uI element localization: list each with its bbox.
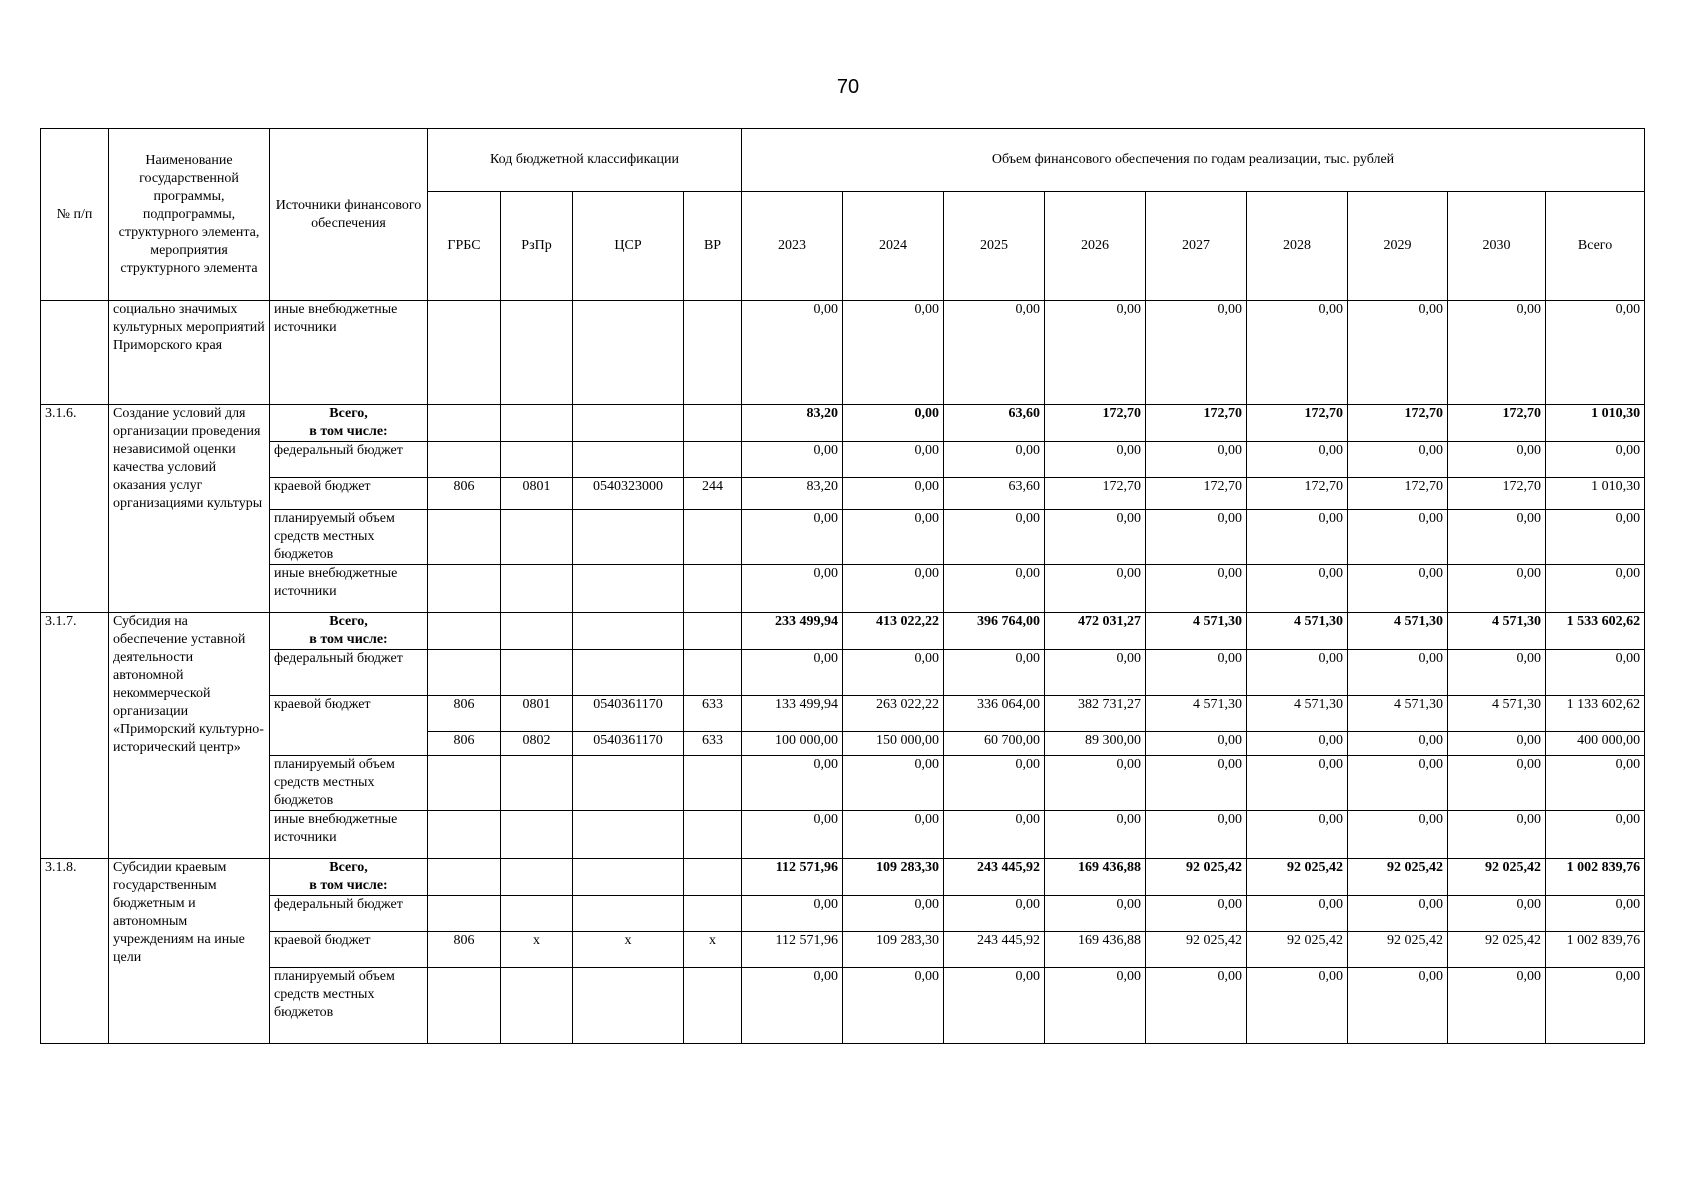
header-year: 2024 — [843, 192, 944, 301]
code-vr — [684, 565, 742, 613]
value-year: 0,00 — [1247, 811, 1348, 859]
code-rzpr — [501, 405, 573, 442]
value-year: 172,70 — [1247, 478, 1348, 510]
code-grbs — [428, 811, 501, 859]
budget-table — [40, 128, 1645, 1044]
code-vr: 633 — [684, 732, 742, 756]
code-rzpr: x — [501, 932, 573, 968]
table-row — [41, 811, 1645, 859]
value-total: 1 010,30 — [1546, 405, 1645, 442]
header-year: 2027 — [1146, 192, 1247, 301]
row-source: планируемый объем средств местных бюджетов — [270, 968, 428, 1044]
value-year: 0,00 — [742, 650, 843, 696]
header-year: 2023 — [742, 192, 843, 301]
value-year: 243 445,92 — [944, 932, 1045, 968]
row-source: краевой бюджет — [270, 478, 428, 510]
value-year: 0,00 — [1146, 565, 1247, 613]
source-total-label: Всего, — [329, 860, 368, 875]
row-name: Субсидии краевым государственным бюджетным и автономным учреждениям на иные цели — [109, 859, 270, 1044]
table-body — [41, 301, 1645, 1044]
table-row — [41, 301, 1645, 405]
value-year: 0,00 — [944, 442, 1045, 478]
value-year: 63,60 — [944, 405, 1045, 442]
value-year: 0,00 — [1448, 510, 1546, 565]
code-vr — [684, 968, 742, 1044]
code-rzpr — [501, 301, 573, 405]
row-source — [270, 613, 428, 650]
value-year: 109 283,30 — [843, 859, 944, 896]
header-year: 2025 — [944, 192, 1045, 301]
code-vr — [684, 896, 742, 932]
value-year: 382 731,27 — [1045, 696, 1146, 732]
value-year: 92 025,42 — [1348, 859, 1448, 896]
value-year: 4 571,30 — [1146, 696, 1247, 732]
value-year: 0,00 — [1146, 650, 1247, 696]
value-year: 336 064,00 — [944, 696, 1045, 732]
value-year: 243 445,92 — [944, 859, 1045, 896]
value-year: 0,00 — [843, 968, 944, 1044]
code-rzpr: 0802 — [501, 732, 573, 756]
table-row — [41, 696, 1645, 732]
row-source: краевой бюджет — [270, 932, 428, 968]
header-vr: ВР — [684, 192, 742, 301]
header-grbs: ГРБС — [428, 192, 501, 301]
value-year: 0,00 — [843, 565, 944, 613]
code-rzpr — [501, 968, 573, 1044]
row-number: 3.1.7. — [41, 613, 109, 859]
value-year: 92 025,42 — [1146, 932, 1247, 968]
code-vr — [684, 650, 742, 696]
value-year: 472 031,27 — [1045, 613, 1146, 650]
row-name: Создание условий для организации проведения независимой оценки качества условий оказания услуг организациями культуры — [109, 405, 270, 613]
value-total: 0,00 — [1546, 756, 1645, 811]
value-year: 0,00 — [843, 510, 944, 565]
code-csr — [573, 510, 684, 565]
value-year: 112 571,96 — [742, 859, 843, 896]
value-year: 0,00 — [1247, 650, 1348, 696]
value-year: 0,00 — [742, 442, 843, 478]
table-row — [41, 565, 1645, 613]
value-year: 0,00 — [1146, 301, 1247, 405]
value-year: 0,00 — [1348, 442, 1448, 478]
value-year: 92 025,42 — [1448, 859, 1546, 896]
value-total: 0,00 — [1546, 650, 1645, 696]
header-volume-group: Объем финансового обеспечения по годам реализации, тыс. рублей — [742, 129, 1645, 192]
row-source: федеральный бюджет — [270, 896, 428, 932]
value-year: 0,00 — [944, 968, 1045, 1044]
code-grbs: 806 — [428, 732, 501, 756]
value-year: 4 571,30 — [1247, 613, 1348, 650]
value-year: 0,00 — [1448, 650, 1546, 696]
value-year: 0,00 — [1247, 510, 1348, 565]
value-year: 4 571,30 — [1448, 696, 1546, 732]
value-year: 169 436,88 — [1045, 859, 1146, 896]
value-year: 4 571,30 — [1146, 613, 1247, 650]
code-grbs — [428, 859, 501, 896]
row-number — [41, 301, 109, 405]
value-year: 0,00 — [742, 896, 843, 932]
value-year: 0,00 — [944, 565, 1045, 613]
value-year: 109 283,30 — [843, 932, 944, 968]
code-grbs — [428, 650, 501, 696]
value-year: 0,00 — [843, 442, 944, 478]
header-row-1 — [41, 129, 1645, 192]
value-total: 1 010,30 — [1546, 478, 1645, 510]
value-year: 0,00 — [742, 565, 843, 613]
value-year: 172,70 — [1348, 478, 1448, 510]
code-vr — [684, 613, 742, 650]
value-year: 0,00 — [1247, 301, 1348, 405]
value-year: 0,00 — [944, 756, 1045, 811]
code-grbs — [428, 510, 501, 565]
value-total: 1 002 839,76 — [1546, 859, 1645, 896]
value-year: 0,00 — [1045, 756, 1146, 811]
code-csr — [573, 442, 684, 478]
value-year: 133 499,94 — [742, 696, 843, 732]
row-source: иные внебюджетные источники — [270, 301, 428, 405]
value-year: 172,70 — [1146, 478, 1247, 510]
code-csr: 0540361170 — [573, 732, 684, 756]
value-year: 0,00 — [944, 650, 1045, 696]
row-number: 3.1.8. — [41, 859, 109, 1044]
row-source: иные внебюджетные источники — [270, 811, 428, 859]
value-total: 0,00 — [1546, 811, 1645, 859]
code-csr — [573, 565, 684, 613]
value-year: 172,70 — [1045, 405, 1146, 442]
code-rzpr — [501, 650, 573, 696]
code-grbs: 806 — [428, 932, 501, 968]
code-csr — [573, 968, 684, 1044]
value-year: 0,00 — [742, 301, 843, 405]
row-source: краевой бюджет — [270, 696, 428, 756]
code-csr: 0540361170 — [573, 696, 684, 732]
value-year: 0,00 — [1448, 968, 1546, 1044]
value-year: 172,70 — [1448, 405, 1546, 442]
table-row — [41, 968, 1645, 1044]
value-year: 0,00 — [742, 510, 843, 565]
value-year: 0,00 — [1146, 968, 1247, 1044]
value-year: 0,00 — [1448, 301, 1546, 405]
value-year: 100 000,00 — [742, 732, 843, 756]
value-year: 0,00 — [1045, 301, 1146, 405]
value-total: 0,00 — [1546, 510, 1645, 565]
value-year: 0,00 — [1045, 811, 1146, 859]
value-year: 92 025,42 — [1448, 932, 1546, 968]
code-csr — [573, 613, 684, 650]
value-total: 1 002 839,76 — [1546, 932, 1645, 968]
value-year: 92 025,42 — [1247, 932, 1348, 968]
code-rzpr — [501, 811, 573, 859]
value-year: 172,70 — [1247, 405, 1348, 442]
value-year: 0,00 — [1247, 968, 1348, 1044]
value-total: 1 133 602,62 — [1546, 696, 1645, 732]
value-year: 0,00 — [1448, 442, 1546, 478]
value-year: 0,00 — [1045, 968, 1146, 1044]
header-year: 2030 — [1448, 192, 1546, 301]
row-source: федеральный бюджет — [270, 650, 428, 696]
value-year: 4 571,30 — [1448, 613, 1546, 650]
value-total: 0,00 — [1546, 301, 1645, 405]
code-grbs: 806 — [428, 696, 501, 732]
code-vr — [684, 859, 742, 896]
value-year: 172,70 — [1045, 478, 1146, 510]
header-rzpr: РзПр — [501, 192, 573, 301]
code-csr — [573, 859, 684, 896]
value-year: 0,00 — [1348, 650, 1448, 696]
table-row — [41, 859, 1645, 896]
table-row — [41, 510, 1645, 565]
value-year: 0,00 — [1146, 732, 1247, 756]
code-vr — [684, 756, 742, 811]
header-num: № п/п — [41, 129, 109, 301]
row-number: 3.1.6. — [41, 405, 109, 613]
value-year: 0,00 — [944, 811, 1045, 859]
code-vr — [684, 405, 742, 442]
value-total: 0,00 — [1546, 442, 1645, 478]
value-year: 0,00 — [1045, 650, 1146, 696]
row-name: Субсидия на обеспечение уставной деятельности автономной некоммерческой организации «Приморский культурно-исторический центр» — [109, 613, 270, 859]
value-year: 0,00 — [1247, 896, 1348, 932]
value-year: 0,00 — [1448, 756, 1546, 811]
value-year: 169 436,88 — [1045, 932, 1146, 968]
code-rzpr: 0801 — [501, 696, 573, 732]
value-year: 63,60 — [944, 478, 1045, 510]
value-year: 0,00 — [1045, 442, 1146, 478]
code-vr — [684, 510, 742, 565]
value-year: 0,00 — [1348, 301, 1448, 405]
code-csr: x — [573, 932, 684, 968]
value-year: 0,00 — [1448, 811, 1546, 859]
value-year: 4 571,30 — [1247, 696, 1348, 732]
value-total: 0,00 — [1546, 565, 1645, 613]
value-total: 0,00 — [1546, 896, 1645, 932]
code-grbs — [428, 613, 501, 650]
code-vr: 244 — [684, 478, 742, 510]
code-rzpr — [501, 756, 573, 811]
code-rzpr — [501, 510, 573, 565]
code-rzpr: 0801 — [501, 478, 573, 510]
row-source: федеральный бюджет — [270, 442, 428, 478]
value-year: 0,00 — [742, 811, 843, 859]
value-year: 112 571,96 — [742, 932, 843, 968]
value-year: 0,00 — [944, 301, 1045, 405]
code-grbs — [428, 896, 501, 932]
code-vr — [684, 301, 742, 405]
value-year: 0,00 — [742, 756, 843, 811]
value-year: 4 571,30 — [1348, 613, 1448, 650]
value-year: 0,00 — [1146, 510, 1247, 565]
code-grbs: 806 — [428, 478, 501, 510]
header-year: 2026 — [1045, 192, 1146, 301]
header-source: Источники финансового обеспечения — [270, 129, 428, 301]
header-year: 2029 — [1348, 192, 1448, 301]
table-row — [41, 405, 1645, 442]
value-year: 60 700,00 — [944, 732, 1045, 756]
table-row — [41, 650, 1645, 696]
source-including-label: в том числе: — [309, 424, 388, 439]
value-year: 150 000,00 — [843, 732, 944, 756]
value-year: 0,00 — [1348, 968, 1448, 1044]
code-grbs — [428, 756, 501, 811]
code-grbs — [428, 968, 501, 1044]
value-year: 396 764,00 — [944, 613, 1045, 650]
value-year: 0,00 — [944, 896, 1045, 932]
value-year: 4 571,30 — [1348, 696, 1448, 732]
value-year: 89 300,00 — [1045, 732, 1146, 756]
value-year: 0,00 — [843, 301, 944, 405]
code-vr — [684, 811, 742, 859]
code-rzpr — [501, 565, 573, 613]
value-year: 172,70 — [1146, 405, 1247, 442]
source-including-label: в том числе: — [309, 632, 388, 647]
row-name: социально значимых культурных мероприятий Приморского края — [109, 301, 270, 405]
value-year: 0,00 — [1146, 442, 1247, 478]
value-year: 0,00 — [1247, 756, 1348, 811]
row-source: иные внебюджетные источники — [270, 565, 428, 613]
value-year: 0,00 — [1045, 565, 1146, 613]
table-row — [41, 442, 1645, 478]
value-year: 0,00 — [1045, 510, 1146, 565]
value-year: 0,00 — [1348, 756, 1448, 811]
table-row — [41, 932, 1645, 968]
code-grbs — [428, 565, 501, 613]
page-number: 70 — [836, 76, 860, 98]
code-grbs — [428, 301, 501, 405]
value-year: 263 022,22 — [843, 696, 944, 732]
value-year: 83,20 — [742, 405, 843, 442]
table-row — [41, 896, 1645, 932]
code-csr — [573, 756, 684, 811]
row-source — [270, 859, 428, 896]
value-year: 172,70 — [1448, 478, 1546, 510]
source-total-label: Всего, — [329, 614, 368, 629]
code-csr: 0540323000 — [573, 478, 684, 510]
value-year: 0,00 — [843, 811, 944, 859]
code-vr: 633 — [684, 696, 742, 732]
value-year: 0,00 — [1348, 896, 1448, 932]
table-row — [41, 613, 1645, 650]
value-year: 0,00 — [843, 478, 944, 510]
value-year: 0,00 — [1448, 565, 1546, 613]
code-grbs — [428, 405, 501, 442]
value-year: 0,00 — [843, 896, 944, 932]
value-year: 0,00 — [843, 405, 944, 442]
code-vr: x — [684, 932, 742, 968]
value-year: 233 499,94 — [742, 613, 843, 650]
value-year: 0,00 — [1146, 756, 1247, 811]
value-total: 400 000,00 — [1546, 732, 1645, 756]
header-total: Всего — [1546, 192, 1645, 301]
value-year: 0,00 — [1247, 732, 1348, 756]
code-csr — [573, 896, 684, 932]
value-total: 0,00 — [1546, 968, 1645, 1044]
value-year: 0,00 — [1448, 896, 1546, 932]
table-row — [41, 478, 1645, 510]
code-rzpr — [501, 613, 573, 650]
value-year: 0,00 — [1348, 811, 1448, 859]
value-year: 413 022,22 — [843, 613, 944, 650]
header-year: 2028 — [1247, 192, 1348, 301]
value-year: 0,00 — [1348, 510, 1448, 565]
table-row — [41, 756, 1645, 811]
value-year: 0,00 — [1348, 565, 1448, 613]
value-total: 1 533 602,62 — [1546, 613, 1645, 650]
value-year: 92 025,42 — [1146, 859, 1247, 896]
row-source: планируемый объем средств местных бюджетов — [270, 510, 428, 565]
code-csr — [573, 650, 684, 696]
value-year: 92 025,42 — [1348, 932, 1448, 968]
code-csr — [573, 405, 684, 442]
row-source — [270, 405, 428, 442]
value-year: 0,00 — [1247, 442, 1348, 478]
code-rzpr — [501, 896, 573, 932]
value-year: 0,00 — [1146, 811, 1247, 859]
header-code-group: Код бюджетной классификации — [428, 129, 742, 192]
code-csr — [573, 811, 684, 859]
source-including-label: в том числе: — [309, 878, 388, 893]
value-year: 83,20 — [742, 478, 843, 510]
code-csr — [573, 301, 684, 405]
value-year: 0,00 — [1247, 565, 1348, 613]
source-total-label: Всего, — [329, 406, 368, 421]
code-grbs — [428, 442, 501, 478]
header-name: Наименование государственной программы, подпрограммы, структурного элемента, мероприятия структурного элемента — [109, 129, 270, 301]
code-vr — [684, 442, 742, 478]
value-year: 0,00 — [1045, 896, 1146, 932]
value-year: 0,00 — [742, 968, 843, 1044]
code-rzpr — [501, 442, 573, 478]
value-year: 0,00 — [1448, 732, 1546, 756]
value-year: 0,00 — [843, 756, 944, 811]
code-rzpr — [501, 859, 573, 896]
value-year: 0,00 — [1348, 732, 1448, 756]
value-year: 0,00 — [843, 650, 944, 696]
row-source: планируемый объем средств местных бюджетов — [270, 756, 428, 811]
value-year: 92 025,42 — [1247, 859, 1348, 896]
value-year: 0,00 — [944, 510, 1045, 565]
value-year: 0,00 — [1146, 896, 1247, 932]
value-year: 172,70 — [1348, 405, 1448, 442]
header-csr: ЦСР — [573, 192, 684, 301]
